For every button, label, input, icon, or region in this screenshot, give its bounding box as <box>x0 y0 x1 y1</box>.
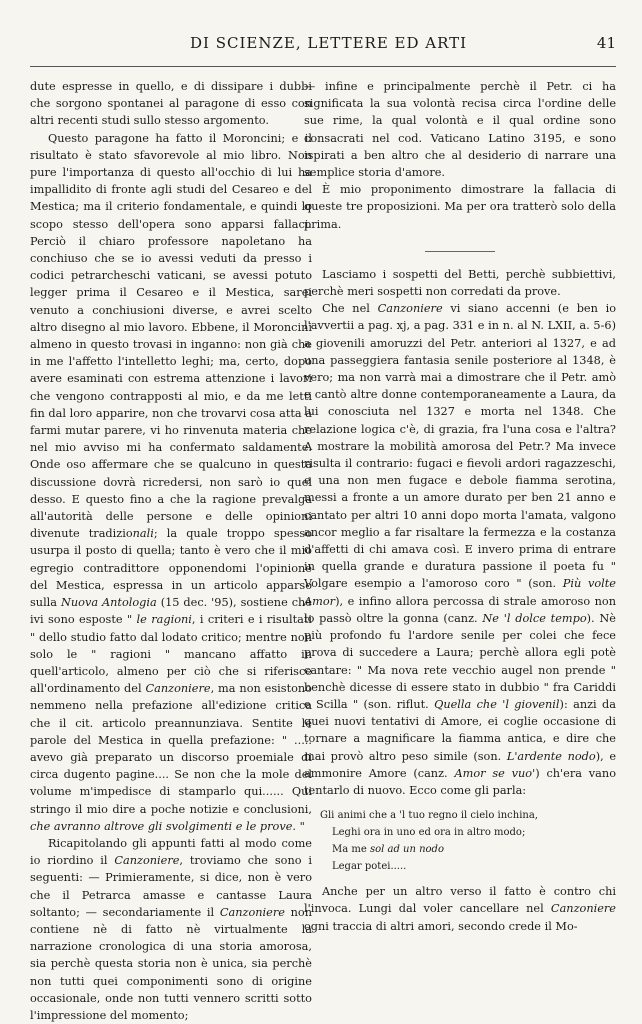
poem-line: Legar potei..... <box>332 861 407 873</box>
poem-line: Ma me sol ad un nodo <box>332 844 444 856</box>
paragraph-recap: Ricapitolando gli appunti fatti al modo come io riordino il Canzoniere, troviamo che sono i seguenti: — Primieramente, si dice, non è vero che il Petrarca amasse e cantasse Laura soltanto; — secondariamente il Canzoniere non contiene nè di fatto nè virtualmente la narrazione cronologica di una storia amorosa, sia perchè questa storia non è unica, sia perchè non tutti quei componimenti sono di origine occasionale, onde non tutti vennero scritti sotto l'impressione del momento; <box>30 836 312 1022</box>
running-title: DI SCIENZE, LETTERE ED ARTI <box>190 34 468 52</box>
paragraph-proponimento: È mio proponimento dimostrare la fallacia di queste tre proposizioni. Ma per ora tratterò solo della prima. <box>304 183 616 231</box>
left-column <box>30 78 312 1024</box>
paragraph-comparison: Questo paragone ha fatto il Moroncini; e il risultato è stato sfavorevole al mio libro. Non pure l'importanza di questo all'occhio di lui ha impallidito di fronte agli studi del Cesareo e del Mestica; ma il criterio fondamentale, e quindi lo scopo stesso dell'opera sono apparsi fallaci. Perciò il chiaro professore napoletano ha conchiuso che se io avessi veduti da presso i codici petrarcheschi vaticani, se avessi potuto legger prima il Cesareo e il Mestica, sarei venuto a conchiusioni diverse, e avrei scelto altro disegno al mio lavoro. Ebbene, il Moroncini almeno in questo trovasi in inganno: non già che in me l'affetto l'intelletto leghi; ma, certo, dopo avere esaminati con estrema attenzione i lavori che vengono contrapposti al mio, e da me letti fin dal loro apparire, non che trovarvi cosa atta a farmi mutar parere, vi ho rinvenuta materia che nel mio avviso mi ha confermato saldamente. Onde oso affermare che se qualcuno in questa discussione dovrà ricredersi, non sarò io quel desso. E questo fino a che la ragione prevalga all'autorità delle persone e delle opinioni divenute tradizionali; la quale troppo spesso usurpa il posto di quella; tanto è vero che il mio egregio contradittore opponendomi l'opinione del Mestica, espressa in un articolo apparso sulla Nuova Antologia (15 dec. '95), sostiene che ivi sono esposte " le ragioni, i criteri e i risultati " dello studio fatto dal lodato critico; mentre non solo le " ragioni " mancano affatto in quell'articolo, almeno per ciò che si riferisce all'ordinamento del Canzoniere, ma non esistono nemmeno nella prefazione all'edizione critica che il cit. articolo preannunziava. Sentite le parole del Mestica in quella prefazione: " ..... avevo già preparato un discorso proemiale di circa dugento pagine.... Se non che la mole del volume m'impedisce di stamparlo qui...... Qui stringo il mio dire a poche notizie e conclusioni, che avranno altrove gli svolgimenti e le prove. " <box>30 131 313 833</box>
paragraph-continuation: dute espresse in quello, e di dissipare i dubbi che sorgono spontanei al paragone di esso con altri recenti studi sullo stesso argomento. <box>30 80 312 128</box>
section-divider <box>425 251 495 252</box>
poem-line: Gli animi che a 'l tuo regno il cielo inchina, <box>320 810 538 822</box>
poem-quotation <box>320 807 616 875</box>
page-number: 41 <box>596 34 616 52</box>
paragraph-accenni: Che nel Canzoniere vi siano accenni (e ben io l'avvertii a pag. xj, a pag. 331 e in n. al N. LXII, a. 5-6) a giovenili amoruzzi del Petr. anteriori al 1327, e ad una passeggiera fantasia senile posteriore al 1348, è vero; ma non varrà mai a dimostrare che il Petr. amò e cantò altre donne contemporaneamente a Laura, da lui conosciuta nel 1327 e morta nel 1348. Che relazione logica c'è, di grazia, fra l'una cosa e l'altra? A mostrare la mobilità amorosa del Petr.? Ma invece risulta il contrario: fugaci e fievoli ardori ragazzeschi, e una non men fugace e debole fiamma serotina, messi a fronte a un amore durato per ben 21 anno e cantato per altri 10 anni dopo morta l'amata, valgono ancor meglio a far risaltare la fermezza e la costanza d'affetti di chi amava così. E invero prima di entrare in quella grande e duratura passione il poeta fu " Volgare esempio a l'amoroso coro " (son. Più volte Amor), e infino allora percossa di strale amoroso non lo passò oltre la gonna (canz. Ne 'l dolce tempo). Nè più profondo fu l'ardore senile per colei che fece prova di succedere a Laura; perchè allora egli potè cantare: " Ma nova rete vecchio augel non prende " benchè dicesse di essere stato in dubbio " fra Cariddi e Scilla " (son. riflut. Quella che 'l giovenil): anzi da quei nuovi tentativi di Amore, ei coglie occasione di tornare a magnificare la fiamma antica, e dire che mai provò altro peso simile (son. L'ardente nodo), e ammonire Amore (canz. Amor se vuo') ch'era vano tentarlo di nuovo. Ecco come gli parla: <box>304 302 617 797</box>
right-column <box>304 78 616 935</box>
paragraph-infine: — infine e principalmente perchè il Petr. ci ha significata la sua volontà recisa circa l'ordine delle sue rime, la qual volontà e il qual ordine sono consacrati nel cod. Vaticano Latino 3195, e sono ispirati a ben altro che al desiderio di narrare una semplice storia d'amore. <box>304 80 616 180</box>
paragraph-altro-verso: Anche per un altro verso il fatto è contro chi l'invoca. Lungi dal voler cancellare nel Canzoniere ogni traccia di altri amori, secondo crede il Mo- <box>304 885 616 933</box>
paragraph-betti: Lasciamo i sospetti del Betti, perchè subbiettivi, perchè meri sospetti non corredati da prove. <box>304 267 616 299</box>
poem-line: Leghi ora in uno ed ora in altro modo; <box>332 827 526 839</box>
running-header <box>30 26 616 67</box>
